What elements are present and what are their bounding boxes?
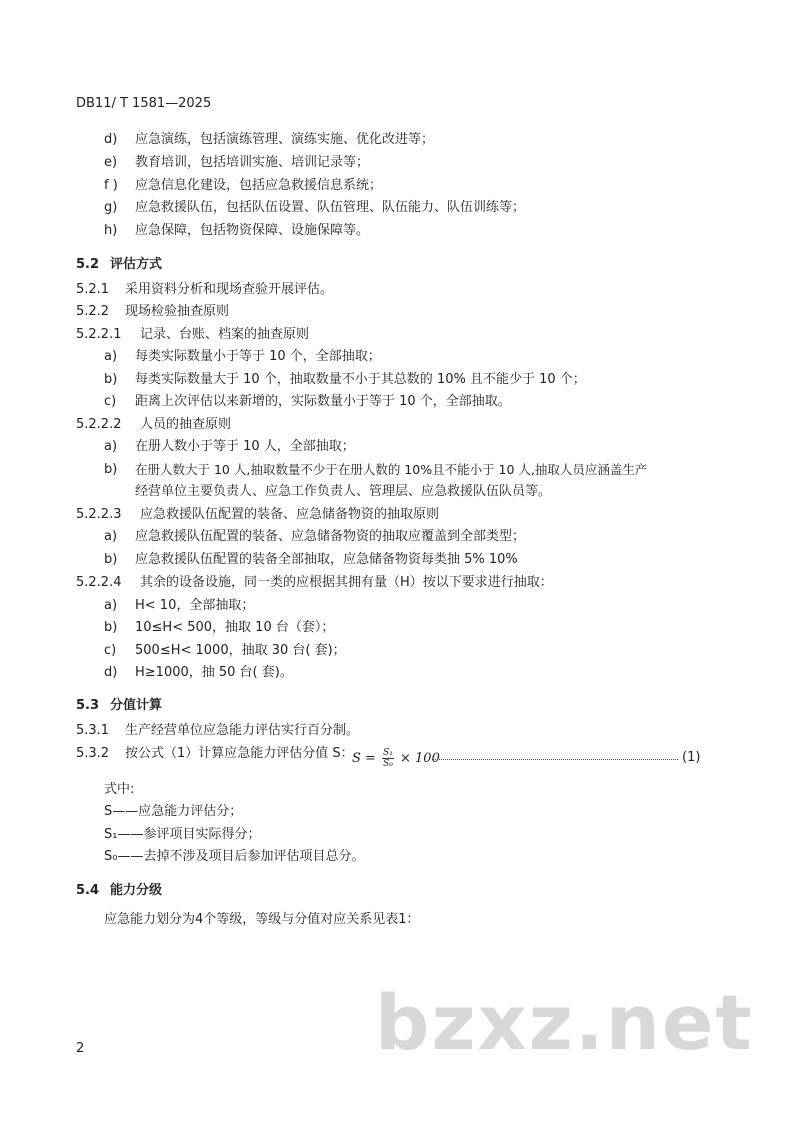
list-item: 教育培训，包括培训实施、培训记录等； <box>135 155 370 170</box>
clause-text: 应急救援队伍配置的装备、应急储备物资的抽取原则 <box>140 507 440 522</box>
clause-text: 人员的抽查原则 <box>140 417 232 432</box>
list-item-continuation: 经营单位主要负责人、应急工作负责人、管理层、应急救援队伍队员等。 <box>135 484 552 499</box>
list-marker: c) <box>104 643 117 658</box>
list-item: 在册人数小于等于 10 人，全部抽取； <box>135 439 355 454</box>
section-title: 能力分级 <box>110 883 163 898</box>
clause-number: 5.3.1 <box>76 723 110 738</box>
list-marker: d) <box>104 665 118 680</box>
list-item: 应急保障，包括物资保障、设施保障等。 <box>135 223 370 238</box>
clause-number: 5.2.2 <box>76 304 110 319</box>
clause-number: 5.3.2 <box>76 746 110 761</box>
clause-text: 采用资料分析和现场查验开展评估。 <box>125 282 334 297</box>
where-item: S₁——参评项目实际得分； <box>104 827 261 842</box>
section-number: 5.3 <box>76 698 100 713</box>
clause-number: 5.2.2.1 <box>76 327 122 342</box>
clause-number: 5.2.2.4 <box>76 575 122 590</box>
list-item: 500≤H< 1000，抽取 30 台( 套)； <box>135 643 346 658</box>
list-item: 应急救援队伍配置的装备全部抽取，应急储备物资每类抽 5% 10% <box>135 552 518 567</box>
list-marker: h) <box>104 223 118 238</box>
list-item: H≥1000，抽 50 台( 套)。 <box>135 665 293 680</box>
clause-number: 5.2.1 <box>76 282 110 297</box>
list-marker: g) <box>104 200 118 215</box>
formula-fraction <box>382 748 394 769</box>
list-marker: a) <box>104 439 118 454</box>
section-title: 分值计算 <box>110 698 163 713</box>
list-marker: b) <box>104 620 118 635</box>
list-marker: b) <box>104 462 118 477</box>
formula-numerator: S₁ <box>383 748 393 758</box>
standard-code: DB11/ T 1581—2025 <box>76 96 212 111</box>
clause-text: 记录、台账、档案的抽查原则 <box>140 327 310 342</box>
list-item: 10≤H< 500，抽取 10 台（套）； <box>135 620 335 635</box>
clause-number: 5.2.2.3 <box>76 507 122 522</box>
list-item: 每类实际数量大于 10 个，抽取数量不小于其总数的 10% 且不能少于 10 个； <box>135 372 586 387</box>
clause-text: 现场检验抽查原则 <box>125 304 230 319</box>
formula-rhs: × 100 <box>400 751 440 766</box>
list-item: 应急救援队伍配置的装备、应急储备物资的抽取应覆盖到全部类型； <box>135 529 526 544</box>
list-marker: c) <box>104 394 117 409</box>
section-number: 5.4 <box>76 883 100 898</box>
formula <box>352 748 440 769</box>
list-marker: b) <box>104 372 118 387</box>
list-marker: a) <box>104 529 118 544</box>
watermark: bzxz.net <box>375 978 754 1067</box>
list-item: 每类实际数量小于等于 10 个，全部抽取； <box>135 349 381 364</box>
paragraph: 应急能力划分为4个等级，等级与分值对应关系见表1： <box>104 912 420 927</box>
formula-label: (1) <box>682 750 701 765</box>
list-marker: f ) <box>104 178 118 193</box>
list-item: 应急演练，包括演练管理、演练实施、优化改进等； <box>135 132 435 147</box>
clause-text: 按公式（1）计算应急能力评估分值 S： <box>125 746 354 761</box>
formula-leader-dots <box>432 759 678 760</box>
clause-text: 生产经营单位应急能力评估实行百分制。 <box>125 723 360 738</box>
list-marker: b) <box>104 552 118 567</box>
list-item: 应急信息化建设，包括应急救援信息系统； <box>135 178 383 193</box>
where-item: S——应急能力评估分； <box>104 804 243 819</box>
formula-lhs: S = <box>352 751 376 766</box>
list-item: H< 10，全部抽取； <box>135 598 255 613</box>
clause-text: 其余的设备设施，同一类的应根据其拥有量（H）按以下要求进行抽取： <box>140 575 553 590</box>
list-marker: e) <box>104 155 118 170</box>
list-item: 应急救援队伍，包括队伍设置、队伍管理、队伍能力、队伍训练等； <box>135 200 526 215</box>
list-marker: a) <box>104 349 118 364</box>
where-item: S₀——去掉不涉及项目后参加评估项目总分。 <box>104 849 365 864</box>
list-item: 距离上次评估以来新增的，实际数量小于等于 10 个，全部抽取。 <box>135 394 511 409</box>
list-marker: a) <box>104 598 118 613</box>
formula-denominator: S₀ <box>383 759 393 769</box>
clause-number: 5.2.2.2 <box>76 417 122 432</box>
section-number: 5.2 <box>76 257 100 272</box>
section-title: 评估方式 <box>110 257 163 272</box>
list-item: 在册人数大于 10 人,抽取数量不少于在册人数的 10%且不能小于 10 人,抽取人员应涵盖生产 <box>135 462 648 477</box>
page-number: 2 <box>76 1041 85 1056</box>
list-marker: d) <box>104 132 118 147</box>
where-intro: 式中: <box>104 782 135 797</box>
